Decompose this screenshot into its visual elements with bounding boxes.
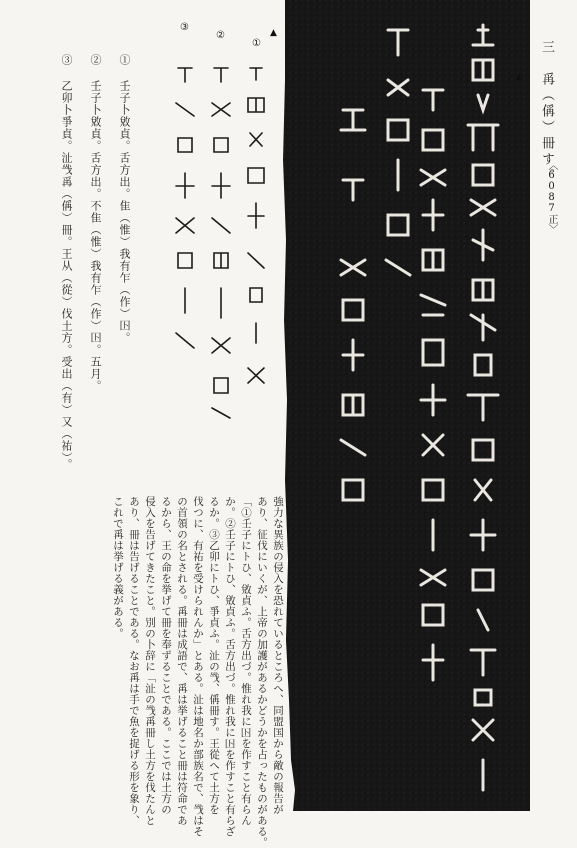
commentary-line-11: これで爯は挙げる義がある。 — [112, 496, 124, 639]
commentary-line-4: か。②壬子にトひ、敓貞ふ。舌方出づ。惟れ我に𡆥を作すこと有らざ — [224, 496, 236, 837]
reading-3: ③ 乙卯卜爭貞。沚㦰爯（偁）冊。王从（從）伐土方。受出（有）又（祐）。 — [60, 54, 73, 471]
reading-1: ① 壬子卜敓貞。舌方出。隹（惟）我有乍（作）𡆥。 — [118, 54, 131, 344]
commentary-line-9: 侵入を告げてきたこと。別の卜辞に「沚の㦰爯冊し土方を伐たんと — [144, 496, 156, 826]
entry-reference: 〈6087正〉 — [546, 160, 557, 234]
commentary-line-8: るから、王の命を挙げて冊を奉ずることである。ここでは土方の — [160, 496, 172, 815]
oracle-bone-rubbing — [283, 0, 530, 811]
commentary-line-10: あり、冊は告げることである。なお爯は手で魚を捉げる形を象り、 — [128, 496, 140, 826]
commentary-line-1: 強力な異族の侵入を恐れているところへ、同盟国から敵の報告が — [272, 496, 284, 815]
trace-drawing — [150, 38, 270, 428]
commentary-line-6: 伐つに、有祐を受けられんか」とある。沚は地名か部族名で、㦰はそ — [192, 496, 204, 837]
commentary-line-3: 「①壬子にトひ、敓貞ふ。舌方出づ。惟れ我に𡆥を作すこと有らん — [240, 496, 252, 826]
entry-title: 三 爯（偁）冊す。 — [539, 40, 554, 184]
commentary-line-5: るか。③乙卯にトひ、爭貞ふ。沚の㦰、偁冊す。王從へて土方を — [208, 496, 220, 815]
trace-label-1: ① — [251, 38, 262, 50]
inscription-trace — [150, 22, 270, 428]
marker-right-top: ▲ — [270, 28, 277, 38]
rubbing-image — [283, 0, 530, 811]
reading-2: ② 壬子卜敓貞。舌方出。不隹（惟）我有乍（作）𡆥。五月。 — [89, 54, 102, 392]
trace-label-2: ② — [215, 30, 226, 42]
trace-label-3: ③ — [179, 22, 190, 34]
section-number: 3 — [288, 486, 295, 497]
commentary-line-7: の首領の名とされる。爯冊は成語で、爯は挙げること冊は符命であ — [176, 496, 188, 826]
marker-right-mid: ▲ — [516, 72, 523, 82]
commentary-line-2: あり、征伐にいくが、上帝の加護があるかどうかを占ったものがある。 — [256, 496, 268, 848]
